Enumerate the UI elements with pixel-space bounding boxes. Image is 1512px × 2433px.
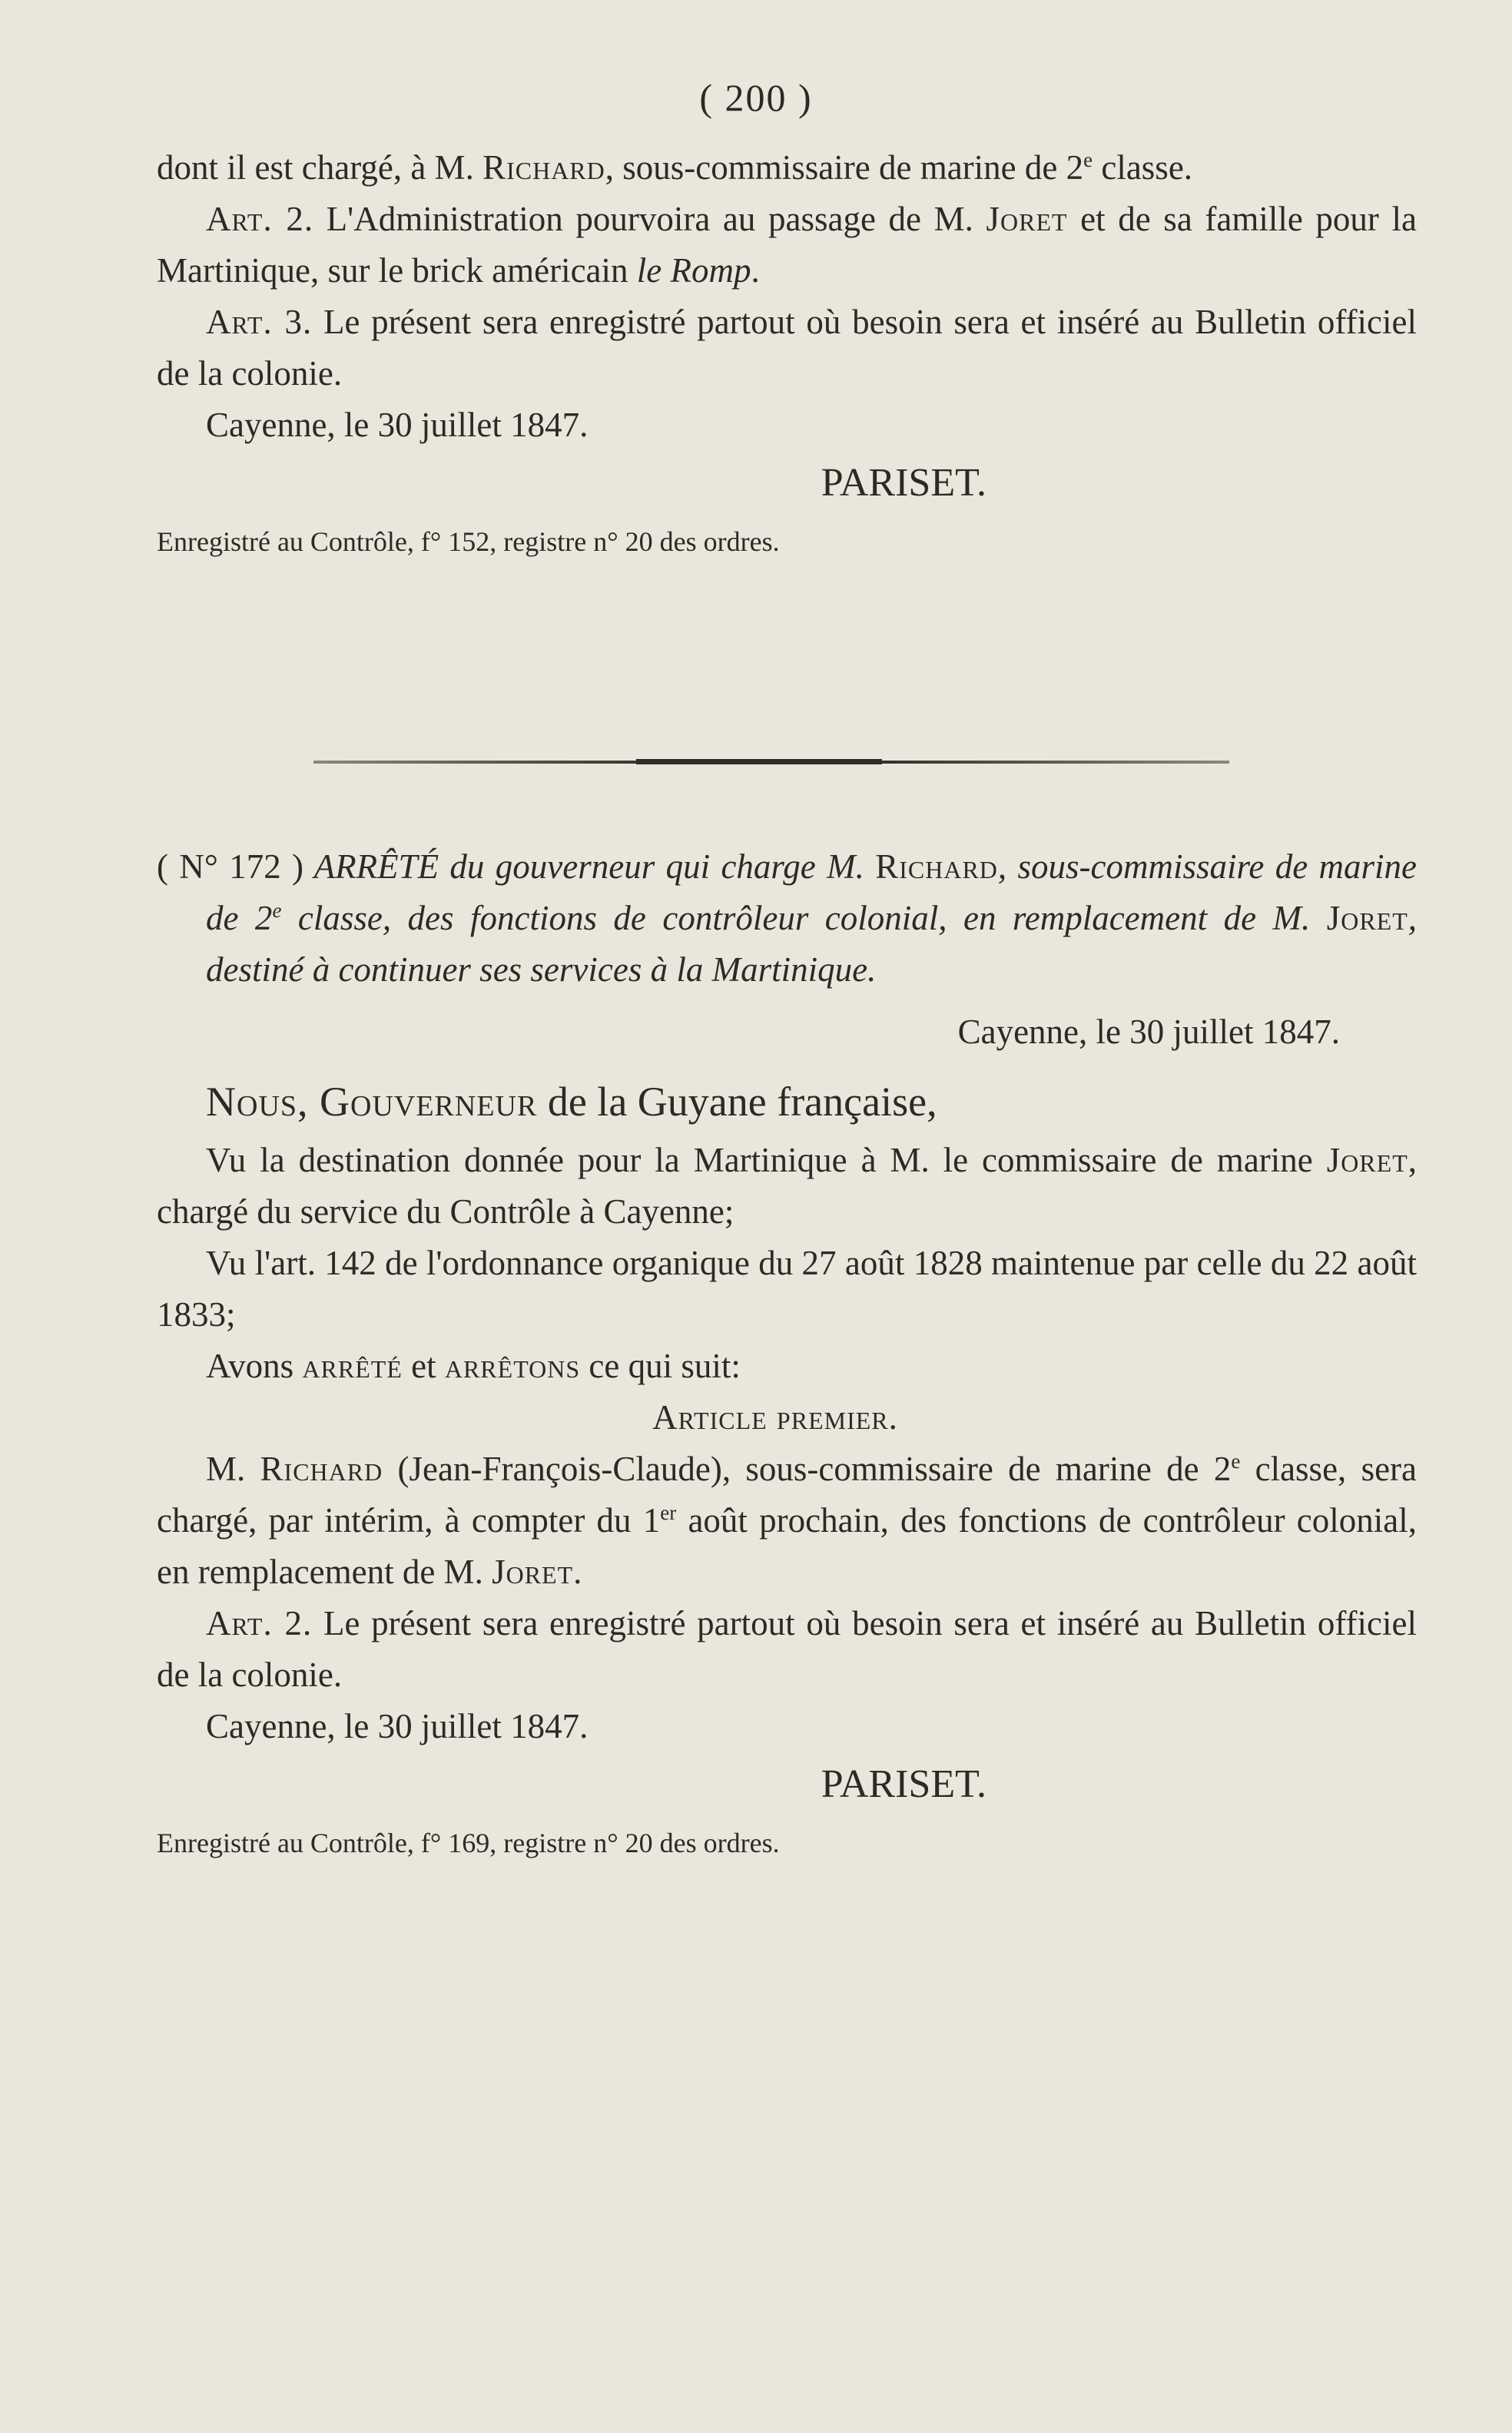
person-name: Joret (986, 200, 1068, 238)
top-section (157, 142, 1417, 561)
registration-note: Enregistré au Contrôle, f° 169, registre n° 20 des ordres. (157, 1828, 780, 1858)
article-2-paragraph: Art. 2. L'Administration pourvoira au passage de M. Joret et de sa famille pour la Martinique, sur le brick américain le Romp. (157, 200, 1417, 290)
ship-name: le Romp (636, 251, 751, 290)
person-name: Joret (492, 1553, 574, 1591)
arrete-number: ( N° 172 ) (157, 847, 304, 886)
date-line: Cayenne, le 30 juillet 1847. (206, 406, 589, 444)
person-name: Joret (1326, 1141, 1408, 1179)
person-name: Richard (260, 1450, 383, 1488)
arrete-heading: ( N° 172 ) ARRÊTÉ du gouverneur qui charge M. Richard, sous-commissaire de marine de 2e classe, des fonctions de contrôleur colonial, en remplacement de M. Joret, destiné à continuer ses services à la Martinique. (157, 847, 1418, 989)
signature: PARISET. (821, 1762, 986, 1806)
continuation-paragraph: dont il est chargé, à M. Richard, sous-commissaire de marine de 2e classe. (157, 148, 1193, 187)
section-divider (313, 761, 1229, 764)
preamble: Nous, Gouverneur de la Guyane française, (206, 1079, 937, 1125)
article-2-paragraph: Art. 2. Le présent sera enregistré partout où besoin sera et inséré au Bulletin officiel de la colonie. (157, 1604, 1417, 1694)
article-label: Art. 2. (206, 200, 314, 238)
article-premier-heading: Article premier. (652, 1398, 898, 1437)
article-3-paragraph: Art. 3. Le présent sera enregistré partout où besoin sera et inséré au Bulletin officiel de la colonie. (157, 303, 1417, 393)
enacting-clause: Avons arrêté et arrêtons ce qui suit: (206, 1347, 741, 1385)
registration-note: Enregistré au Contrôle, f° 152, registre n° 20 des ordres. (157, 526, 780, 557)
considerant-2: Vu l'art. 142 de l'ordonnance organique du 27 août 1828 maintenue par celle du 22 août 1833; (157, 1244, 1417, 1334)
arrete-dateline: Cayenne, le 30 juillet 1847. (957, 1013, 1340, 1051)
person-name: Richard (482, 148, 605, 187)
arrete-section (157, 841, 1417, 1862)
person-name: Richard (875, 847, 998, 886)
article-1-paragraph: M. Richard (Jean-François-Claude), sous-commissaire de marine de 2e classe, sera chargé, par intérim, à compter du 1er août prochain, des fonctions de contrôleur colonial, en remplacement de M. Joret. (157, 1450, 1418, 1591)
date-line: Cayenne, le 30 juillet 1847. (206, 1707, 589, 1745)
considerant-1: Vu la destination donnée pour la Martinique à M. le commissaire de marine Joret, chargé du service du Contrôle à Cayenne; (157, 1141, 1417, 1231)
page-number: ( 200 ) (699, 76, 813, 119)
signature: PARISET. (821, 461, 986, 505)
article-label: Art. 2. (206, 1604, 313, 1642)
person-name: Joret (1326, 899, 1408, 937)
article-label: Art. 3. (206, 303, 313, 341)
